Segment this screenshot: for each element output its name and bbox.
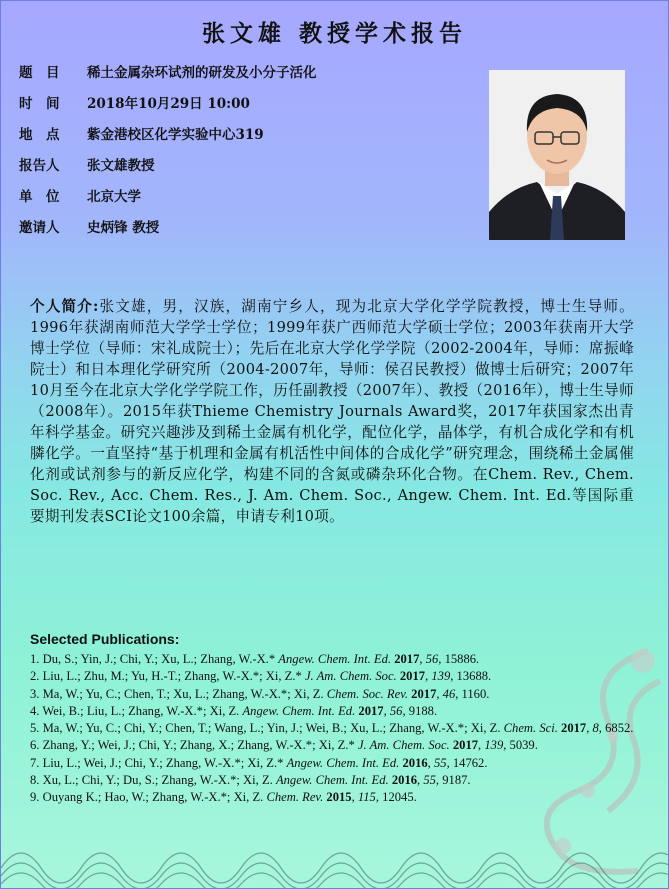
time-key: 时 间 [19, 96, 60, 112]
place-key: 地 点 [19, 127, 60, 143]
place-value: 紫金港校区化学实验中心319 [87, 127, 264, 143]
publications-title: Selected Publications: [30, 631, 180, 647]
bio-label: 个人简介: [30, 298, 99, 315]
info-unit [19, 185, 141, 207]
host-key: 邀请人 [19, 220, 60, 236]
publication-item: 7. Liu, L.; Wei, J.; Chi, Y.; Zhang, W.-X.*; Xi, Z.* Angew. Chem. Int. Ed. 2016, 55, 14762. [30, 755, 488, 770]
bio-text: 张文雄，男，汉族，湖南宁乡人，现为北京大学化学学院教授，博士生导师。1996年获湖南师范大学学士学位；1999年获广西师范大学硕士学位；2003年获南开大学博士学位（导师：宋礼成院士）；先后在北京大学化学学院（2002-2004年，导师：席振峰院士）和日本理化学研究所（2004-2007年，导师：侯召民教授）做博士后研究；2007年10月至今在北京大学化学学院工作，历任副教授（2007年）、教授（2016年），博士生导师（2008年）。2015年获Thieme Chemistry Journals Award奖，2017年获国家杰出青年科学基金。研究兴趣涉及到稀土金属有机化学，配位化学，晶体学，有机合成化学和有机膦化学。一直坚持“基于机理和金属有机活性中间体的合成化学”研究理念，围绕稀土金属催化剂或试剂参与的新反应化学，构建不同的含氮或磷杂环化合物。在Chem. Rev., Chem. Soc. Rev., Acc. Chem. Res., J. Am. Chem. Soc., Angew. Chem. Int. Ed.等国际重要期刊发表SCI论文100余篇，申请专利10项。 [30, 298, 635, 525]
publication-item: 6. Zhang, Y.; Wei, J.; Chi, Y.; Zhang, X.; Zhang, W.-X.*; Xi, Z.* J. Am. Chem. Soc. 2017, 139, 5039. [30, 738, 538, 753]
info-speaker [19, 154, 155, 176]
wave-border-icon [1, 828, 669, 888]
poster-title: 张文雄 教授学术报告 [201, 20, 467, 47]
info-host [19, 216, 159, 238]
publication-item: 4. Wei, B.; Liu, L.; Zhang, W.-X.*; Xi, Z. Angew. Chem. Int. Ed. 2017, 56, 9188. [30, 703, 438, 718]
info-place [19, 123, 264, 145]
biography [30, 296, 634, 527]
publication-item: 1. Du, S.; Yin, J.; Chi, Y.; Xu, L.; Zhang, W.-X.* Angew. Chem. Int. Ed. 2017, 56, 15886. [30, 652, 480, 666]
speaker-photo [489, 70, 625, 240]
publication-item: 8. Xu, L.; Chi, Y.; Du, S.; Zhang, W.-X.*; Xi, Z. Angew. Chem. Int. Ed. 2016, 55, 9187. [30, 773, 471, 788]
publication-list [30, 651, 640, 807]
time-value: 2018年10月29日 10:00 [87, 96, 250, 112]
publication-item: 9. Ouyang K.; Hao, W.; Zhang, W.-X.*; Xi, Z. Chem. Rev. 2015, 115, 12045. [30, 790, 417, 805]
publication-item: 5. Ma, W.; Yu, C.; Chi, Y.; Chen, T.; Wang, L.; Yin, J.; Wei, B.; Xu, L.; Zhang, W.-X.*; Xi, Z. Chem. Sci. 2017, 8, 6852. [30, 721, 634, 736]
publication-item: 2. Liu, L.; Zhu, M.; Yu, H.-T.; Zhang, W.-X.*; Xi, Z.* J. Am. Chem. Soc. 2017, 139, 13688. [30, 669, 492, 684]
unit-key: 单 位 [19, 189, 60, 205]
speaker-key: 报告人 [19, 158, 60, 174]
host-value: 史炳锋 教授 [87, 220, 160, 236]
publication-item: 3. Ma, W.; Yu, C.; Chen, T.; Xu, L.; Zhang, W.-X.*; Xi, Z. Chem. Soc. Rev. 2017, 46, 1160. [30, 686, 490, 701]
topic-key: 题 目 [19, 65, 60, 81]
speaker-value: 张文雄教授 [87, 158, 155, 174]
info-time [19, 92, 250, 114]
topic-value: 稀土金属杂环试剂的研发及小分子活化 [87, 65, 317, 81]
info-topic [19, 61, 317, 83]
unit-value: 北京大学 [87, 189, 141, 205]
